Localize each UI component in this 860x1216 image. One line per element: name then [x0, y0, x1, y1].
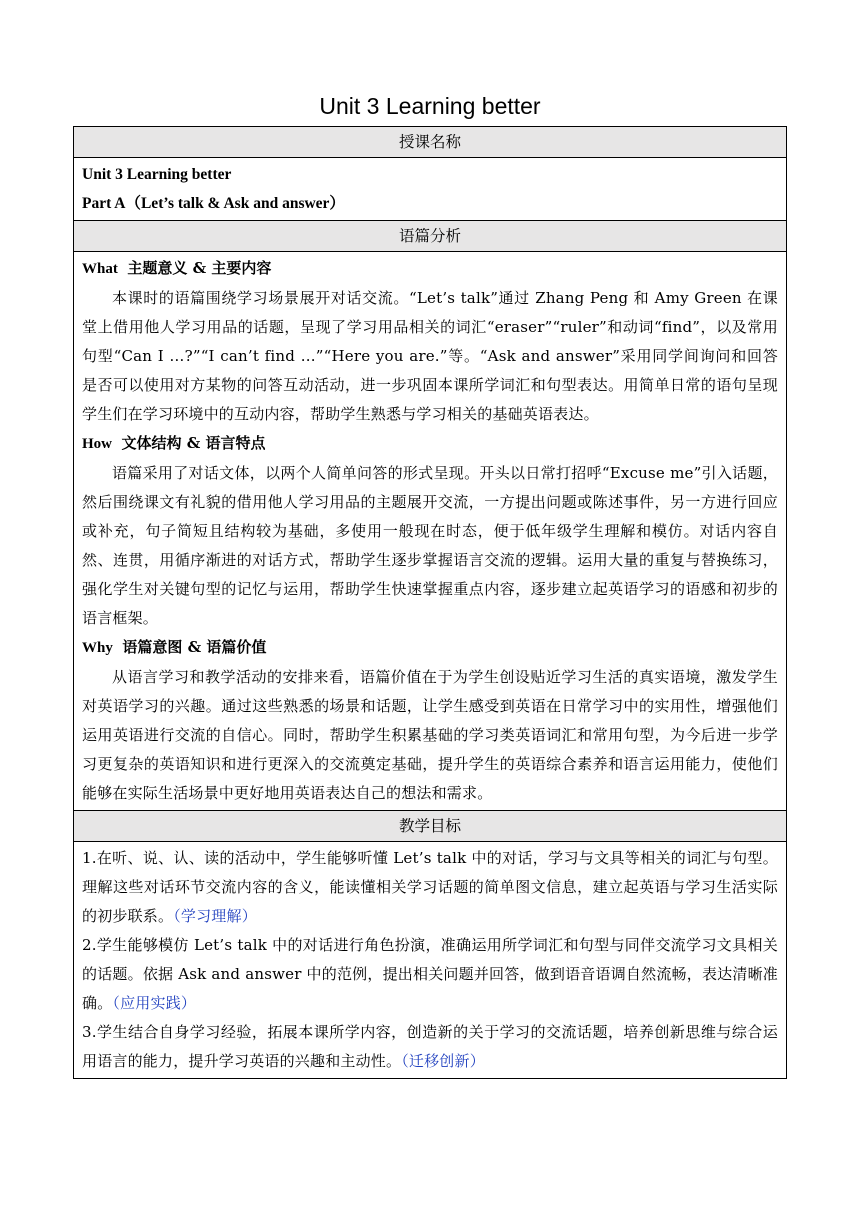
objective-tag-2: （应用实践） [112, 994, 197, 1012]
why-label-en: Why [82, 640, 113, 656]
how-heading [82, 429, 778, 459]
analysis-header: 语篇分析 [74, 221, 787, 252]
objective-text-3: 3.学生结合自身学习经验，拓展本课所学内容，创造新的关于学习的交流话题，培养创新思维与综合运用语言的能力，提升学习英语的兴趣和主动性。 [82, 1023, 778, 1070]
course-name-header: 授课名称 [74, 127, 787, 158]
objectives-header: 教学目标 [74, 811, 787, 842]
analysis-cell [74, 252, 787, 811]
objective-tag-3: （迁移创新） [401, 1052, 485, 1070]
objective-text-1: 1.在听、说、认、读的活动中，学生能够听懂 Let’s talk 中的对话，学习与文具等相关的词汇与句型。理解这些对话环节交流内容的含义，能读懂相关学习话题的简单图文信息，建立起英语与学习生活实际的初步联系。 [82, 849, 778, 925]
objective-tag-1: （学习理解） [173, 907, 257, 925]
why-heading [82, 633, 778, 663]
lesson-plan-table [73, 126, 787, 1079]
what-label-en: What [82, 261, 118, 277]
why-paragraph: 从语言学习和教学活动的安排来看，语篇价值在于为学生创设贴近学习生活的真实语境，激发学生对英语学习的兴趣。通过这些熟悉的场景和话题，让学生感受到英语在日常学习中的实用性，增强他们运用英语进行交流的自信心。同时，帮助学生积累基础的学习类英语词汇和常用句型，为今后进一步学习更复杂的英语知识和进行更深入的交流奠定基础，提升学生的英语综合素养和语言运用能力，使他们能够在实际生活场景中更好地用英语表达自己的想法和需求。 [82, 668, 778, 802]
what-label-zh: 主题意义 & 主要内容 [127, 259, 272, 277]
how-label-zh: 文体结构 & 语言特点 [121, 434, 266, 452]
document-title: Unit 3 Learning better [319, 93, 541, 119]
how-label-en: How [82, 436, 112, 452]
what-heading [82, 254, 778, 284]
part-title: Part A（Let’s talk & Ask and answer） [82, 195, 345, 212]
why-label-zh: 语篇意图 & 语篇价值 [122, 638, 267, 656]
objective-item-3 [82, 1018, 778, 1076]
what-paragraph: 本课时的语篇围绕学习场景展开对话交流。“Let’s talk”通过 Zhang Peng 和 Amy Green 在课堂上借用他人学习用品的话题，呈现了学习用品相关的词汇“eraser”“ruler”和动词“find”，以及常用句型“Can I …?”“I can’t find …”“Here you are.”等。“Ask and answer”采用同学间询问和回答是否可以使用对方某物的问答互动活动，进一步巩固本课所学词汇和句型表达。用简单日常的语句呈现学生们在学习环境中的互动内容，帮助学生熟悉与学习相关的基础英语表达。 [82, 289, 778, 423]
unit-title: Unit 3 Learning better [82, 166, 232, 183]
objective-item-2 [82, 931, 778, 1018]
objective-item-1 [82, 844, 778, 931]
how-paragraph: 语篇采用了对话文体，以两个人简单问答的形式呈现。开头以日常打招呼“Excuse me”引入话题，然后围绕课文有礼貌的借用他人学习用品的主题展开交流，一方提出问题或陈述事件，另一方进行回应或补充，句子简短且结构较为基础，多使用一般现在时态，便于低年级学生理解和模仿。对话内容自然、连贯，用循序渐进的对话方式，帮助学生逐步掌握语言交流的逻辑。运用大量的重复与替换练习，强化学生对关键句型的记忆与运用，帮助学生快速掌握重点内容，逐步建立起英语学习的语感和初步的语言框架。 [82, 464, 778, 627]
course-name-cell [74, 158, 787, 221]
objective-text-2: 2.学生能够模仿 Let’s talk 中的对话进行角色扮演，准确运用所学词汇和句型与同伴交流学习文具相关的话题。依据 Ask and answer 中的范例，提出相关问题并回答，做到语音语调自然流畅，表达清晰准确。 [82, 936, 778, 1012]
objectives-cell [74, 842, 787, 1079]
